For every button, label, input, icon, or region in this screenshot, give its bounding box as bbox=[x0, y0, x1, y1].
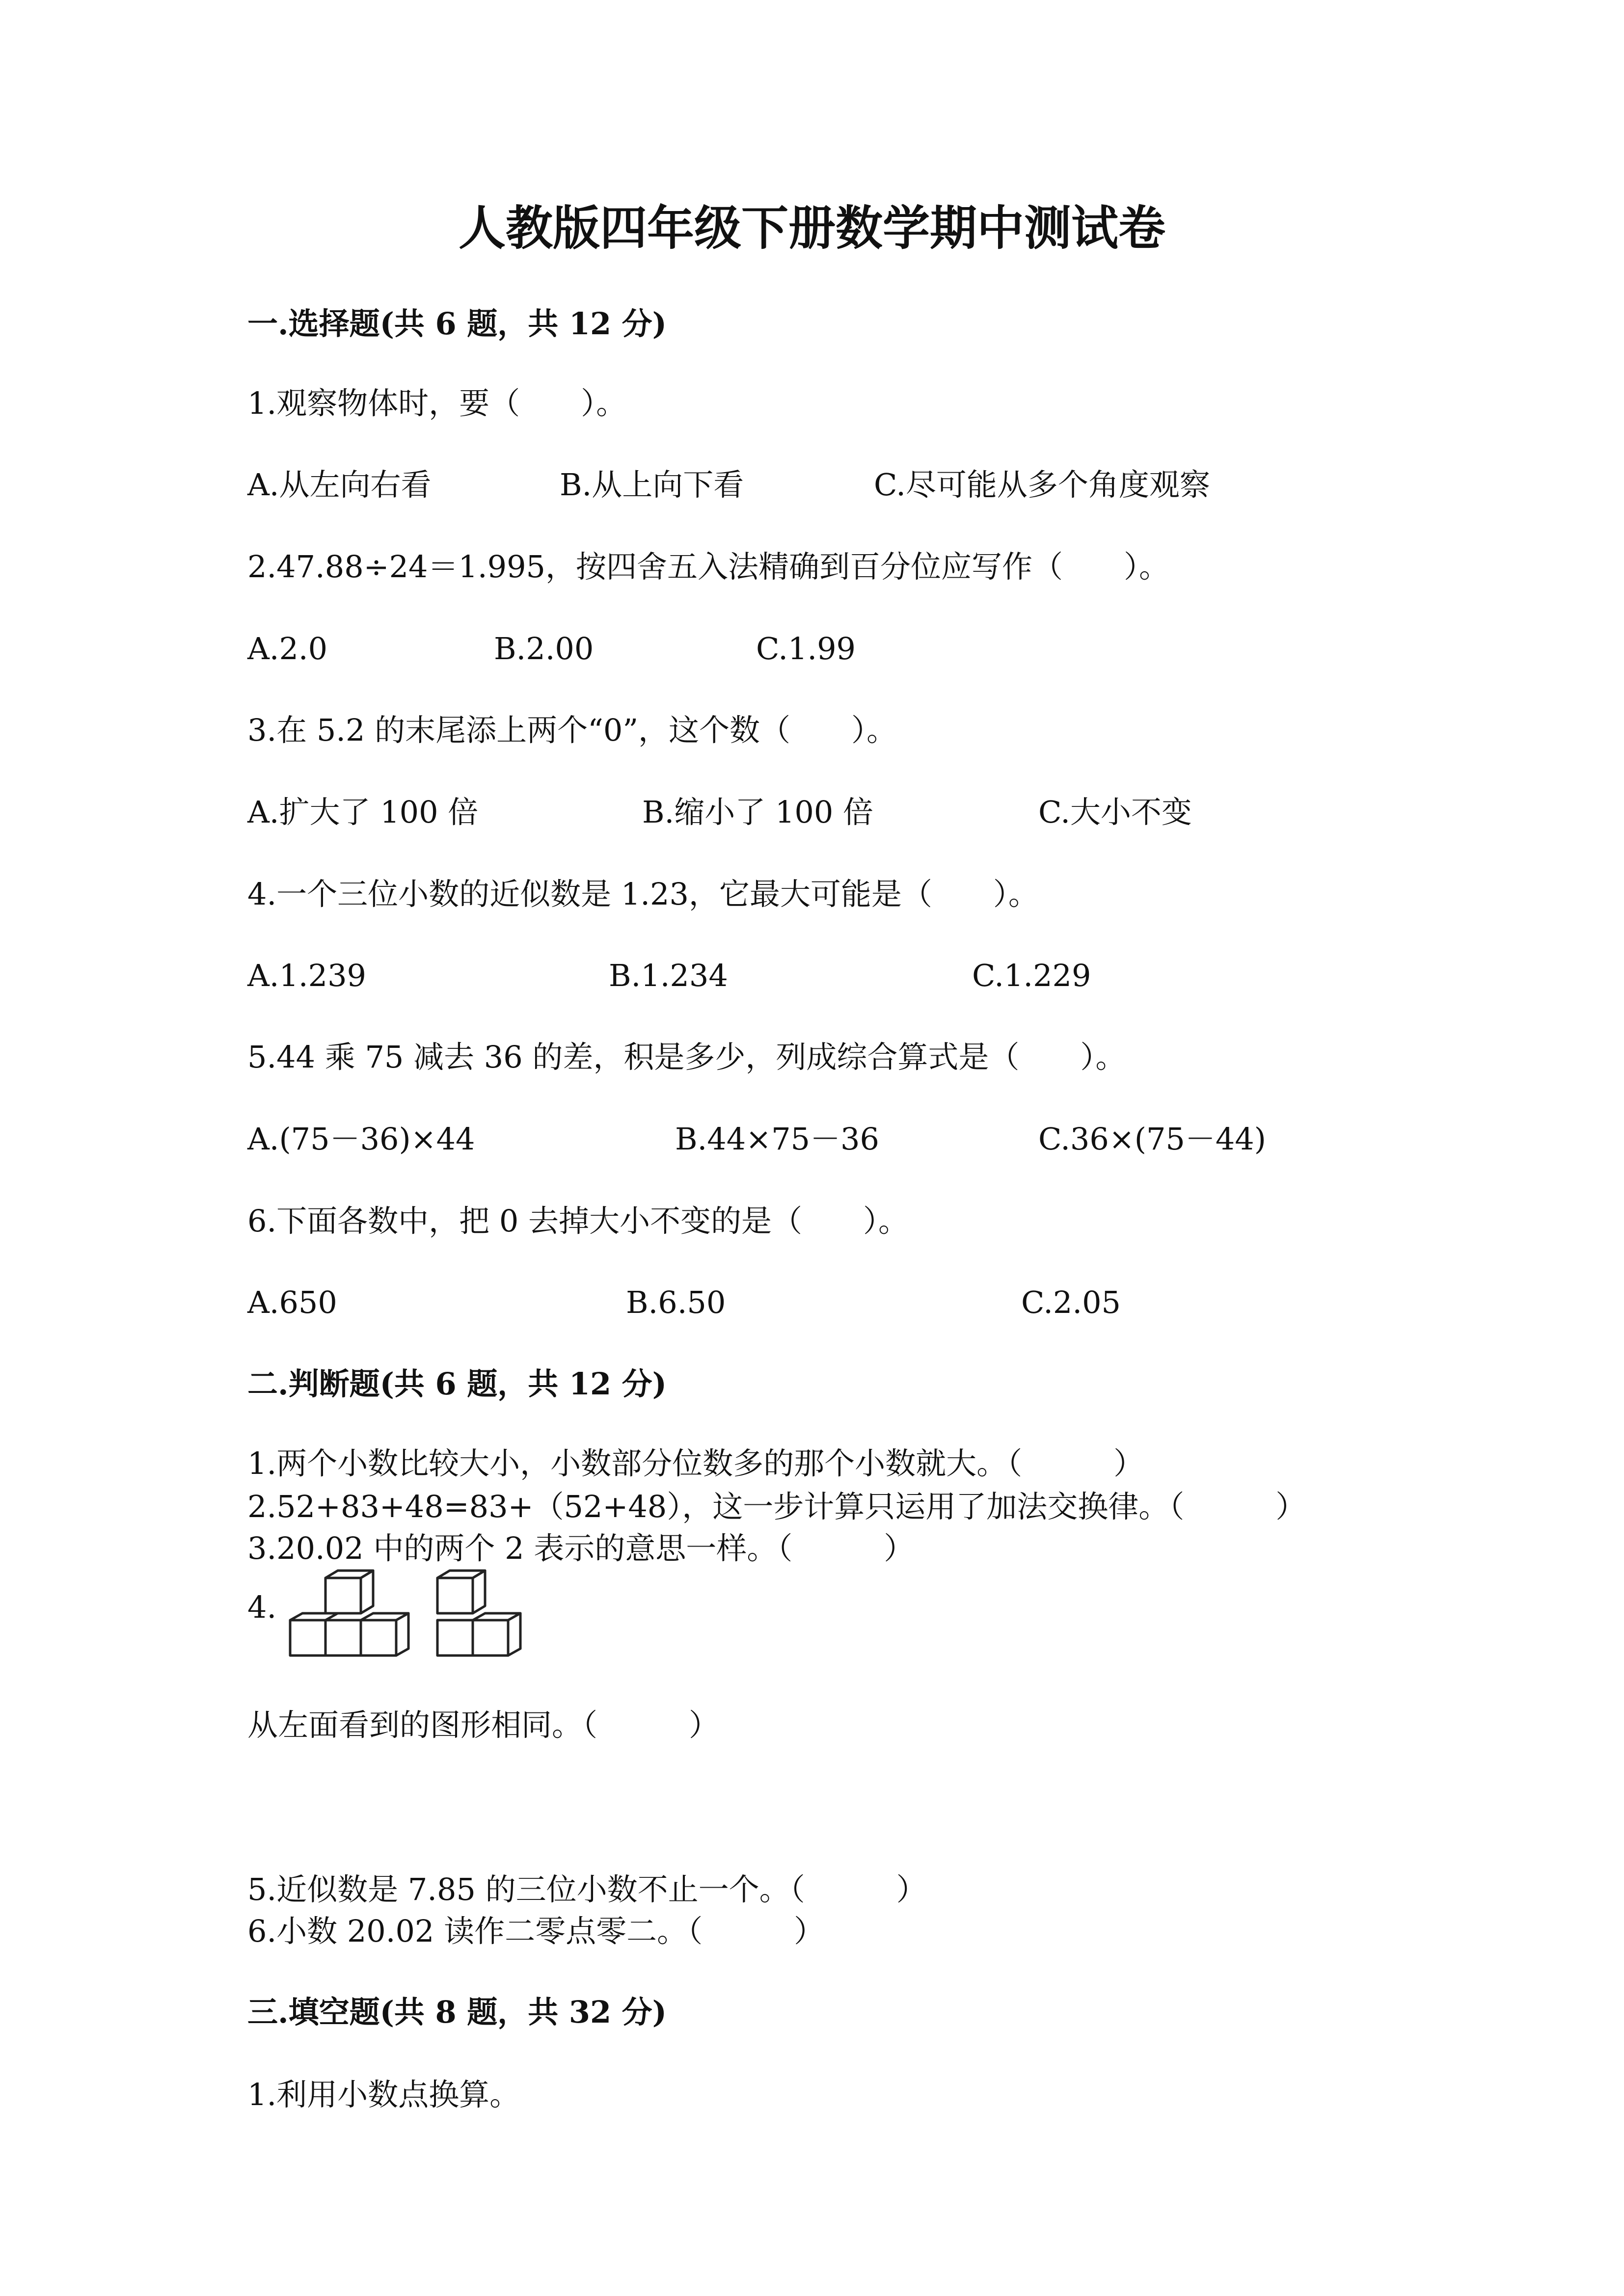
section-heading-judgement: 二.判断题(共 6 题，共 12 分) bbox=[247, 1366, 667, 1402]
option-a: A.1.239 bbox=[247, 958, 366, 993]
option-c: C.1.99 bbox=[756, 631, 856, 667]
option-c: C.大小不变 bbox=[1038, 794, 1192, 830]
option-a: A.扩大了 100 倍 bbox=[247, 794, 479, 830]
option-a: A.650 bbox=[247, 1284, 337, 1320]
option-c: C.尽可能从多个角度观察 bbox=[874, 467, 1210, 503]
fill-blank-item: 1.利用小数点换算。 bbox=[247, 2077, 520, 2112]
section-heading-choice: 一.选择题(共 6 题，共 12 分) bbox=[247, 306, 667, 342]
option-a: A.2.0 bbox=[247, 631, 328, 667]
option-c: C.2.05 bbox=[1021, 1284, 1121, 1320]
option-b: B.6.50 bbox=[626, 1284, 726, 1320]
option-c: C.36×(75－44) bbox=[1038, 1121, 1266, 1157]
cube-figure-right bbox=[434, 1568, 538, 1661]
question-text: 3.在 5.2 的末尾添上两个“0”，这个数（ ）。 bbox=[247, 712, 897, 748]
question-text: 6.下面各数中，把 0 去掉大小不变的是（ ）。 bbox=[247, 1203, 909, 1239]
judgement-item: 4. bbox=[247, 1589, 277, 1625]
option-a: A.从左向右看 bbox=[247, 467, 432, 503]
question-text: 2.47.88÷24＝1.995，按四舍五入法精确到百分位应写作（ ）。 bbox=[247, 549, 1169, 585]
judgement-item: 6.小数 20.02 读作二零点零二。（ ） bbox=[247, 1913, 825, 1949]
judgement-item: 5.近似数是 7.85 的三位小数不止一个。（ ） bbox=[247, 1871, 927, 1907]
question-text: 1.观察物体时，要（ ）。 bbox=[247, 385, 627, 421]
question-text: 5.44 乘 75 减去 36 的差，积是多少，列成综合算式是（ ）。 bbox=[247, 1039, 1126, 1075]
judgement-item: 从左面看到的图形相同。（ ） bbox=[247, 1707, 720, 1743]
question-text: 4.一个三位小数的近似数是 1.23，它最大可能是（ ）。 bbox=[247, 876, 1039, 912]
judgement-item: 1.两个小数比较大小，小数部分位数多的那个小数就大。（ ） bbox=[247, 1445, 1144, 1481]
option-b: B.2.00 bbox=[494, 631, 594, 667]
section-heading-fill-blank: 三.填空题(共 8 题，共 32 分) bbox=[247, 1994, 667, 2030]
option-b: B.44×75－36 bbox=[675, 1121, 879, 1157]
cube-figure-left bbox=[287, 1568, 425, 1661]
option-c: C.1.229 bbox=[972, 958, 1091, 993]
option-b: B.1.234 bbox=[609, 958, 728, 993]
option-b: B.缩小了 100 倍 bbox=[642, 794, 874, 830]
judgement-item: 2.52+83+48=83+（52+48），这一步计算只运用了加法交换律。（ ） bbox=[247, 1489, 1306, 1524]
option-b: B.从上向下看 bbox=[560, 467, 744, 503]
judgement-item: 3.20.02 中的两个 2 表示的意思一样。（ ） bbox=[247, 1530, 915, 1566]
option-a: A.(75－36)×44 bbox=[247, 1121, 475, 1157]
page-title: 人教版四年级下册数学期中测试卷 bbox=[459, 200, 1165, 256]
